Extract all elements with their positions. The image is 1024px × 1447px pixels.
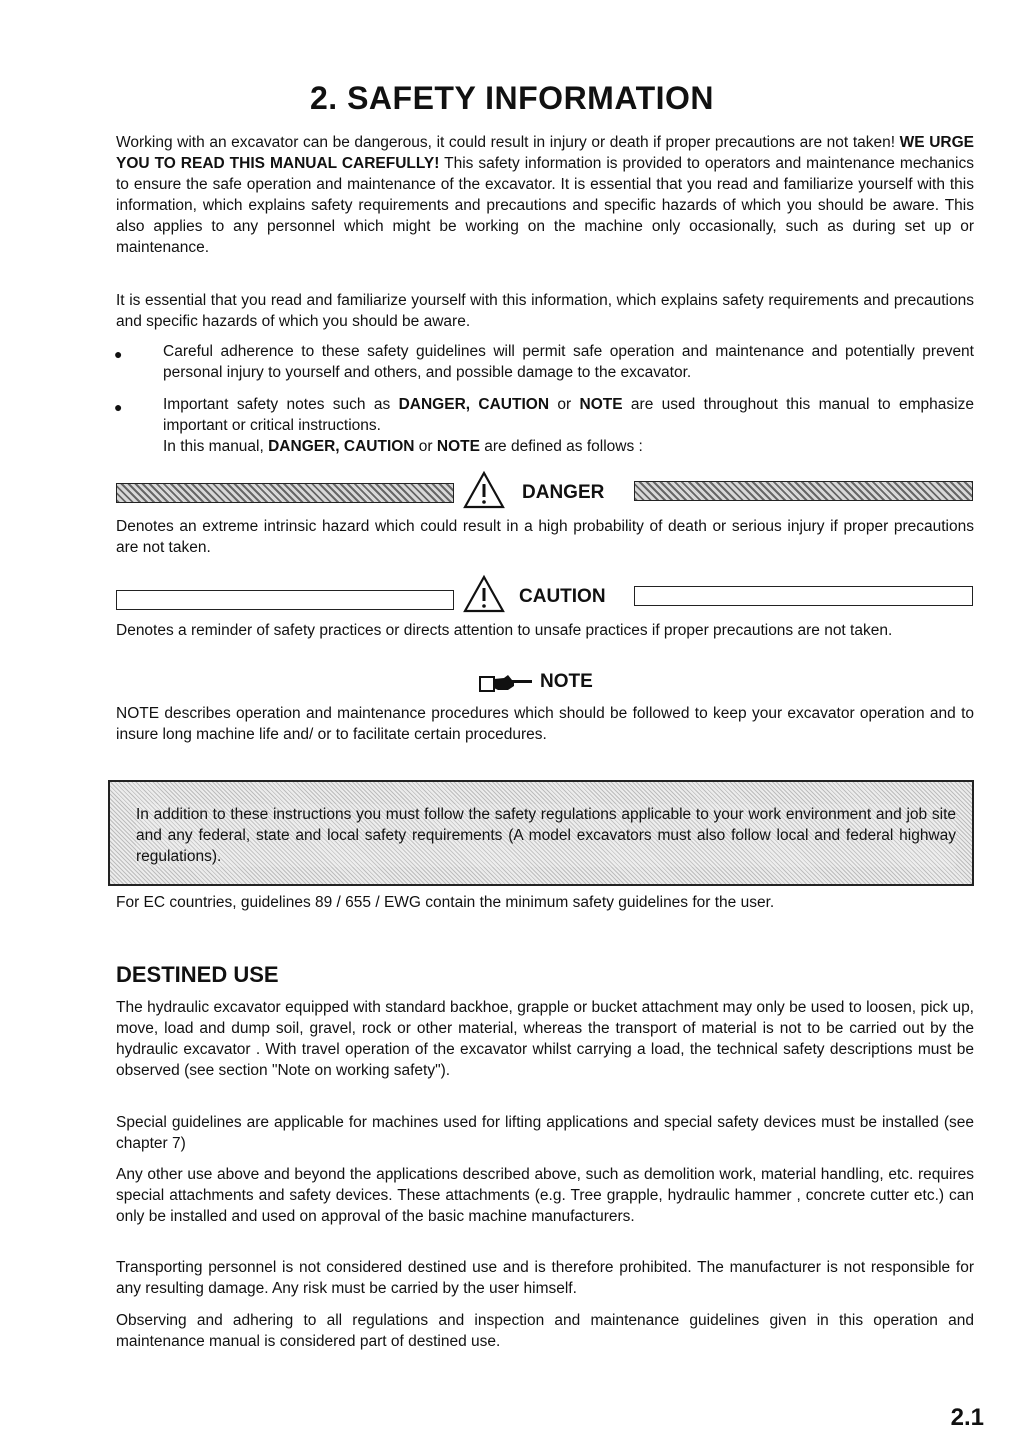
danger-bar-right xyxy=(634,481,973,501)
bullet-text-b: are used throughout this manual to emphasize important or critical instructions. xyxy=(163,396,974,434)
bullet-danger-term: DANGER, xyxy=(398,396,471,413)
bullet-marker: ● xyxy=(114,346,123,362)
bullet-marker: ● xyxy=(114,399,123,415)
caution-bar-right xyxy=(634,586,973,606)
page-number: 2.1 xyxy=(950,1404,984,1431)
danger-description: Denotes an extreme intrinsic hazard which could result in a high probability of death or serious injury if proper precautions are not taken. xyxy=(116,518,974,556)
note-text: describes operation and maintenance procedures which should be followed to keep your excavator operation and to insure long machine life and/ or to facilitate certain procedures. xyxy=(116,705,974,743)
warning-triangle-icon xyxy=(462,470,506,510)
danger-label: DANGER xyxy=(522,482,605,503)
destined-use-paragraph-4: Transporting personnel is not considered destined use and is therefore prohibited. The manufacturer is not responsible for any resulting damage. Any risk must be carried by the user himself. xyxy=(116,1259,974,1297)
pointing-hand-icon xyxy=(478,672,534,694)
regulations-notice-text: In addition to these instructions you must follow the safety regulations applicable to your work environment and job site and any federal, state and local safety requirements (A model excavators must also follow local and federal highway regulations). xyxy=(136,806,956,865)
bullet-definition-or: or xyxy=(414,438,437,455)
destined-use-heading: DESTINED USE xyxy=(116,962,279,987)
bullet-caution-term: CAUTION xyxy=(470,396,550,413)
destined-use-paragraph-3: Any other use above and beyond the applications described above, such as demolition work, material handling, etc. requires special attachments and safety devices. These attachments (e.g. Tree grapple, hydraulic hammer , concrete cutter etc.) can only be installed and used on approval of the basic machine manufacturers. xyxy=(116,1166,974,1225)
intro-paragraph-2: It is essential that you read and familiarize yourself with this information, which explains safety requirements and precautions and specific hazards of which you should be aware. xyxy=(116,292,974,330)
regulations-notice-box xyxy=(108,780,974,886)
bullet-or: or xyxy=(549,396,580,413)
intro-text-a: Working with an excavator can be dangerous, it could result in injury or death if proper precautions are not taken! xyxy=(116,134,900,151)
ec-guidelines-line: For EC countries, guidelines 89 / 655 / EWG contain the minimum safety guidelines for the user. xyxy=(116,894,775,911)
caution-description: Denotes a reminder of safety practices or directs attention to unsafe practices if proper precautions are not taken. xyxy=(116,622,893,639)
destined-use-paragraph-5: Observing and adhering to all regulations and inspection and maintenance guidelines given in this operation and maintenance manual is considered part of destined use. xyxy=(116,1312,974,1350)
intro-paragraph xyxy=(116,132,974,258)
bullet-definition-end: are defined as follows : xyxy=(479,438,643,455)
destined-use-paragraph-1: The hydraulic excavator equipped with standard backhoe, grapple or bucket attachment may only be used to loosen, pick up, move, load and dump soil, gravel, rock or other material, whereas the transport of material is not to be carried out by the hydraulic excavator . With travel operation of the excavator whilst carrying a load, the technical safety descriptions must be observed (see section "Note on working safety"). xyxy=(116,999,974,1079)
intro-text-b: This safety information is provided to operators and maintenance mechanics to ensure the safe operation and maintenance of the excavator. It is essential that you read and familiarize yourself with this information, which explains safety requirements and precautions and specific hazards of which you should be aware. This also applies to any personnel which might be working on the machine only occasionally, such as during set up or maintenance. xyxy=(116,155,974,256)
page-title: 2. SAFETY INFORMATION xyxy=(310,80,714,116)
note-description xyxy=(116,703,974,745)
bullet-item-safety-notes xyxy=(163,394,974,457)
note-label: NOTE xyxy=(540,671,593,692)
bullet-item-adherence: Careful adherence to these safety guidelines will permit safe operation and maintenance and potentially prevent personal injury to yourself and others, and possible damage to the excavator. xyxy=(163,343,974,381)
bullet-definition-terms: DANGER, CAUTION xyxy=(268,438,415,455)
danger-bar-left xyxy=(116,483,454,503)
note-term: NOTE xyxy=(116,705,160,722)
caution-label: CAUTION xyxy=(519,586,606,607)
warning-triangle-icon xyxy=(462,574,506,614)
bullet-definition-note: NOTE xyxy=(436,438,480,455)
bullet-note-term: NOTE xyxy=(579,396,623,413)
intro-warning-bold: WE URGE YOU TO READ THIS MANUAL CAREFULLY! xyxy=(116,134,974,172)
bullet-text-a: Important safety notes such as xyxy=(163,396,399,413)
destined-use-paragraph-2: Special guidelines are applicable for machines used for lifting applications and special safety devices must be installed (see chapter 7) xyxy=(116,1114,974,1152)
bullet-definition-lead: In this manual, xyxy=(163,438,269,455)
caution-bar-left xyxy=(116,590,454,610)
